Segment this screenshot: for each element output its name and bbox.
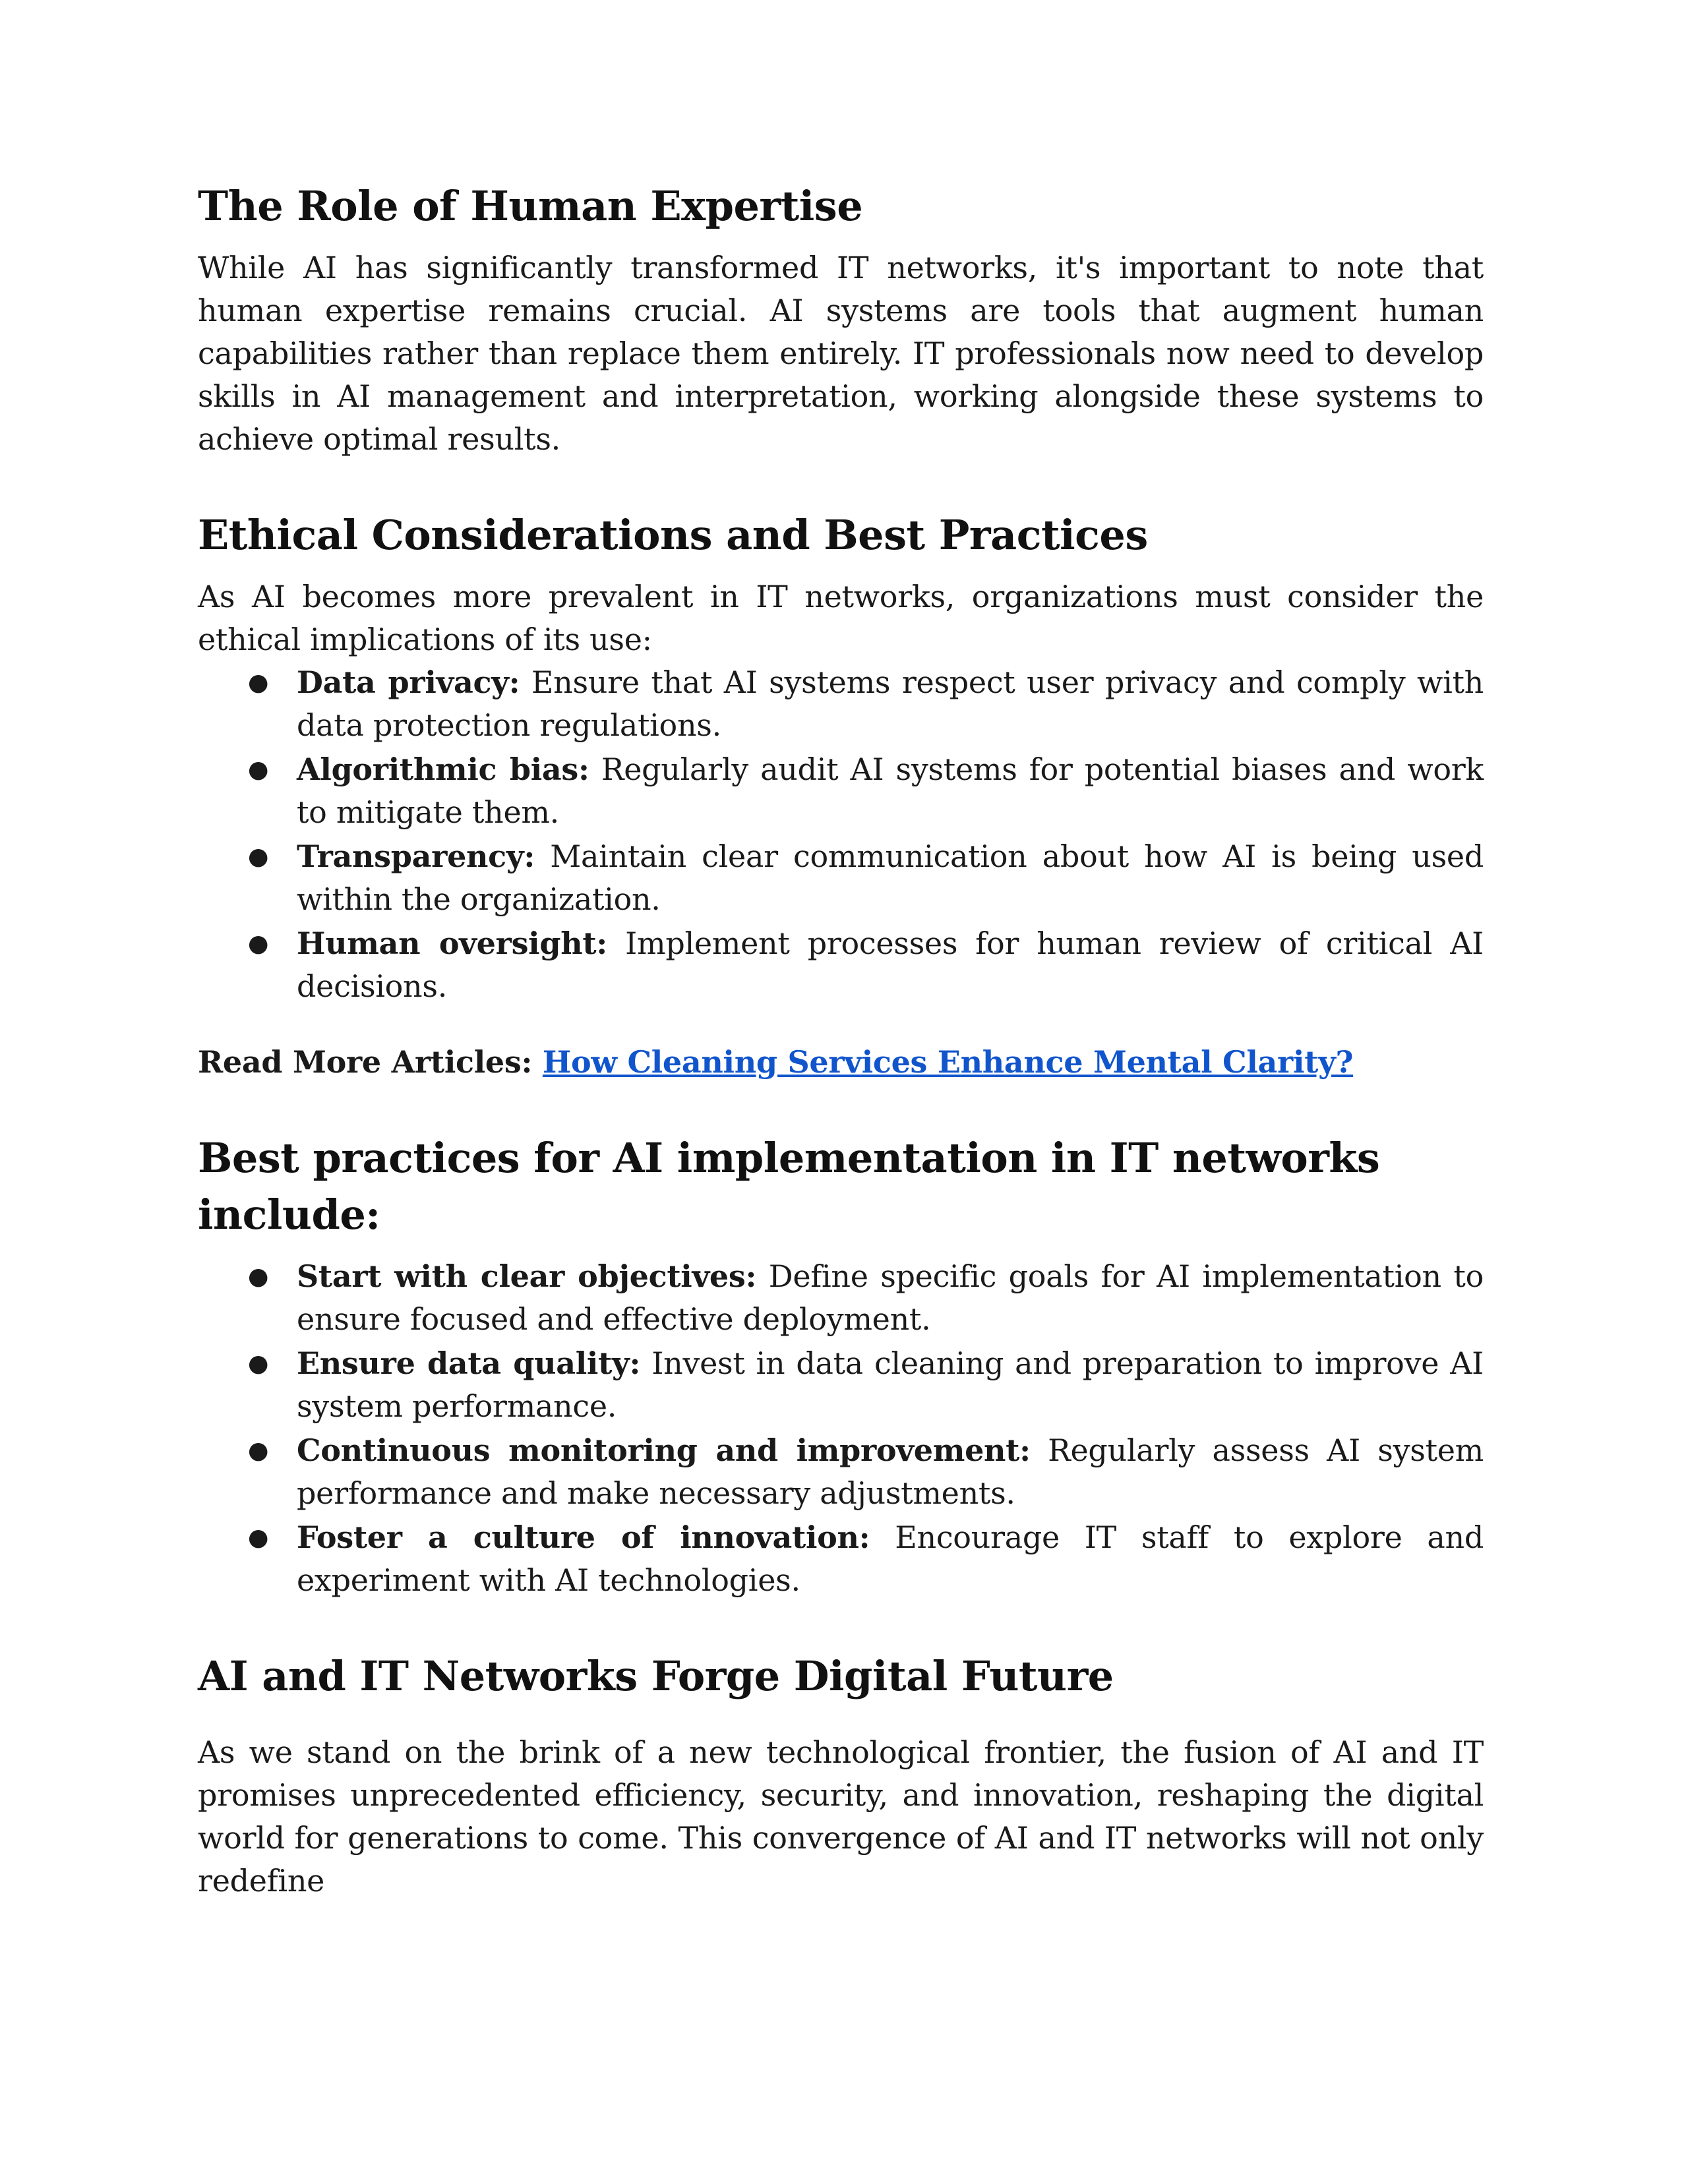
document-page xyxy=(198,178,1484,1903)
list-item-text: Regularly audit AI systems for potential biases and work to mitigate them. xyxy=(297,752,1484,830)
list-item-text: Regularly assess AI system performance and make necessary adjustments. xyxy=(297,1432,1484,1511)
list-item-text: Maintain clear communication about how AI is being used within the organization. xyxy=(297,839,1484,917)
section-heading: The Role of Human Expertise xyxy=(198,182,863,230)
list-item xyxy=(198,922,1484,1008)
list-item-term: Human oversight: xyxy=(297,926,607,961)
bullet-icon: ● xyxy=(248,1263,269,1290)
section-paragraph: As we stand on the brink of a new technological frontier, the fusion of AI and IT promises unprecedented efficiency, security, and innovation, reshaping the digital world for generations to come. This convergence of AI and IT networks will not only redefine xyxy=(198,1734,1484,1899)
list-item xyxy=(198,1516,1484,1602)
list-item-term: Ensure data quality: xyxy=(297,1345,641,1381)
section-digital-future xyxy=(198,1648,1484,1903)
section-heading: Ethical Considerations and Best Practices xyxy=(198,511,1148,559)
list-item-text: Invest in data cleaning and preparation to improve AI system performance. xyxy=(297,1345,1484,1424)
list-item-term: Start with clear objectives: xyxy=(297,1258,757,1294)
list-item xyxy=(198,1342,1484,1428)
list-item-text: Define specific goals for AI implementation to ensure focused and effective deployment. xyxy=(297,1258,1484,1337)
bullet-list xyxy=(198,1255,1484,1602)
list-item-term: Algorithmic bias: xyxy=(297,752,589,787)
list-item-term: Continuous monitoring and improvement: xyxy=(297,1432,1031,1468)
read-more-link[interactable]: How Cleaning Services Enhance Mental Clarity? xyxy=(542,1044,1354,1080)
read-more-label: Read More Articles: xyxy=(198,1044,543,1080)
read-more-line xyxy=(198,1041,1484,1084)
list-item xyxy=(198,1429,1484,1515)
section-paragraph: As AI becomes more prevalent in IT networks, organizations must consider the ethical implications of its use: xyxy=(198,579,1484,657)
section-best-practices xyxy=(198,1130,1484,1602)
section-heading: AI and IT Networks Forge Digital Future xyxy=(198,1652,1114,1700)
list-item xyxy=(198,661,1484,747)
section-ethical-considerations xyxy=(198,507,1484,1008)
bullet-icon: ● xyxy=(248,930,269,957)
list-item xyxy=(198,1255,1484,1341)
list-item xyxy=(198,835,1484,921)
section-human-expertise xyxy=(198,178,1484,461)
list-item-term: Foster a culture of innovation: xyxy=(297,1520,870,1555)
list-item-term: Transparency: xyxy=(297,839,535,874)
bullet-icon: ● xyxy=(248,1524,269,1551)
list-item-text: Ensure that AI systems respect user privacy and comply with data protection regulations. xyxy=(297,664,1484,743)
bullet-icon: ● xyxy=(248,843,269,870)
bullet-icon: ● xyxy=(248,1437,269,1464)
list-item-text: Implement processes for human review of critical AI decisions. xyxy=(297,926,1484,1004)
list-item xyxy=(198,748,1484,834)
bullet-icon: ● xyxy=(248,756,269,783)
section-heading: Best practices for AI implementation in IT networks include: xyxy=(198,1134,1380,1239)
section-paragraph: While AI has significantly transformed IT networks, it's important to note that human expertise remains crucial. AI systems are tools that augment human capabilities rather than replace them entirely. IT professionals now need to develop skills in AI management and interpretation, working alongside these systems to achieve optimal results. xyxy=(198,250,1484,457)
list-item-term: Data privacy: xyxy=(297,664,520,700)
bullet-icon: ● xyxy=(248,669,269,696)
list-item-text: Encourage IT staff to explore and experiment with AI technologies. xyxy=(297,1520,1484,1598)
bullet-icon: ● xyxy=(248,1350,269,1377)
bullet-list xyxy=(198,661,1484,1008)
